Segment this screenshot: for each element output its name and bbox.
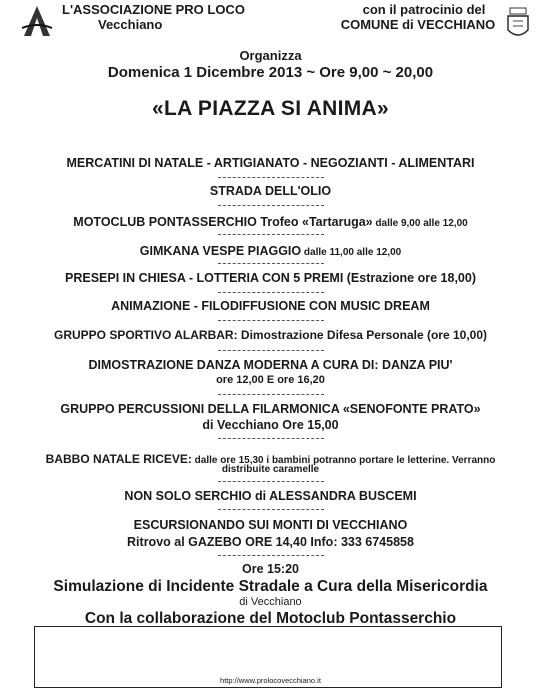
separator (218, 555, 324, 556)
separator (218, 481, 324, 482)
simulazione-town: di Vecchiano (239, 596, 302, 608)
header-association: L'ASSOCIAZIONE PRO LOCO (62, 2, 245, 17)
header-comune: COMUNE di VECCHIANO (340, 17, 496, 32)
item-alarbar: GRUPPO SPORTIVO ALARBAR: Dimostrazione Difesa Personale (ore 10,00) (54, 328, 487, 342)
simulazione-time: Ore 15:20 (242, 562, 299, 576)
item-babbo-name: BABBO NATALE RICEVE: (45, 452, 192, 466)
item-presepi: PRESEPI IN CHIESA - LOTTERIA CON 5 PREMI (Estrazione ore 18,00) (65, 271, 476, 285)
separator (218, 320, 324, 321)
item-motoclub (0, 213, 541, 231)
separator (218, 234, 324, 235)
item-animazione: ANIMAZIONE - FILODIFFUSIONE CON MUSIC DREAM (111, 299, 430, 313)
item-gimkana (0, 242, 541, 260)
item-gimkana-time: dalle 11,00 alle 12,00 (301, 247, 402, 258)
item-babbo-detail: dalle ore 15,30 i bambini potranno portare le letterine. Verranno (191, 455, 496, 466)
item-strada-olio: STRADA DELL'OLIO (209, 184, 332, 198)
header-association-town: Vecchiano (98, 17, 163, 32)
item-mercatini: MERCATINI DI NATALE - ARTIGIANATO - NEGOZIANTI - ALIMENTARI (66, 156, 475, 170)
collaborazione-line: Con la collaborazione del Motoclub Pontasserchio (84, 610, 457, 627)
item-babbo-detail-line2: distribuite caramelle (221, 464, 320, 475)
separator (218, 263, 324, 264)
item-danza: DIMOSTRAZIONE DANZA MODERNA A CURA DI: DANZA PIU' (88, 358, 453, 372)
separator (218, 205, 324, 206)
organizza-label: Organizza (239, 48, 302, 63)
separator (218, 350, 324, 351)
separator (218, 292, 324, 293)
separator (218, 177, 324, 178)
simulazione-title: Simulazione di Incidente Stradale a Cura della Misericordia (53, 578, 488, 595)
separator (218, 509, 324, 510)
pro-loco-logo (20, 2, 54, 38)
event-date: Domenica 1 Dicembre 2013 ~ Ore 9,00 ~ 20,00 (107, 64, 434, 81)
item-percussioni: GRUPPO PERCUSSIONI DELLA FILARMONICA «SENOFONTE PRATO» (60, 402, 481, 416)
item-motoclub-time: dalle 9,00 alle 12,00 (372, 218, 468, 229)
item-gimkana-name: GIMKANA VESPE PIAGGIO (139, 244, 302, 258)
item-motoclub-name: MOTOCLUB PONTASSERCHIO Trofeo «Tartaruga» (73, 215, 373, 229)
comune-crest (504, 6, 532, 44)
footer-url: http://www.prolocovecchiano.it (220, 676, 321, 685)
item-escursione: ESCURSIONANDO SUI MONTI DI VECCHIANO (133, 518, 408, 532)
item-percussioni-detail: di Vecchiano Ore 15,00 (202, 418, 339, 432)
separator (218, 394, 324, 395)
header-patronage: con il patrocinio del (362, 2, 486, 17)
event-title: «LA PIAZZA SI ANIMA» (151, 97, 389, 120)
item-non-solo-serchio: NON SOLO SERCHIO di ALESSANDRA BUSCEMI (124, 489, 417, 503)
separator (218, 438, 324, 439)
item-danza-times: ore 12,00 E ore 16,20 (216, 374, 325, 386)
item-escursione-info: Ritrovo al GAZEBO ORE 14,40 Info: 333 6745858 (127, 535, 414, 549)
